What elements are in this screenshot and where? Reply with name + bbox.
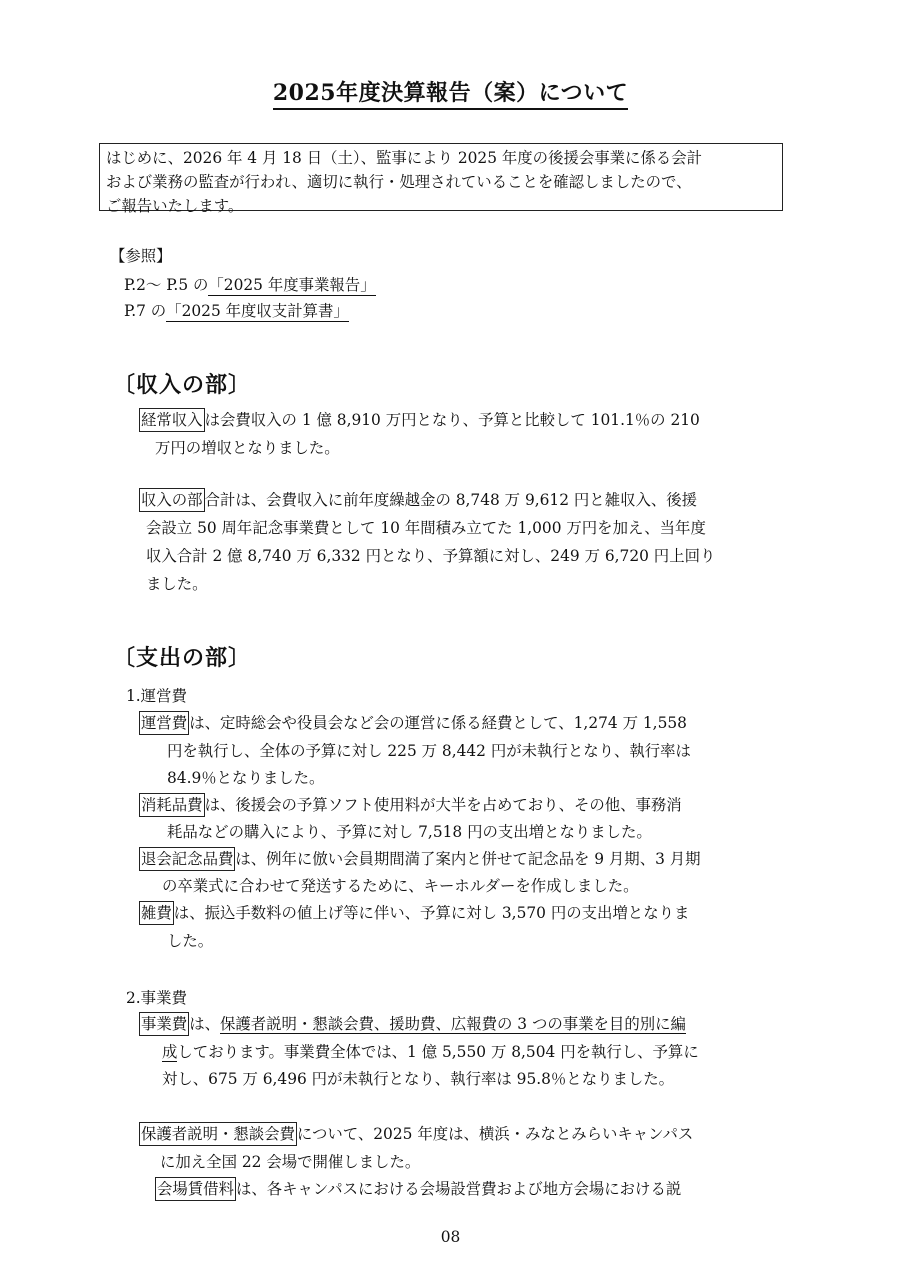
- income-p1-line: 万円の増収となりました。: [155, 439, 340, 457]
- page-title: 2025年度決算報告（案）について: [0, 76, 901, 107]
- income-p1-line: 経常収入 は会費収入の 1 億 8,910 万円となり、予算と比較して 101.1％の 210: [139, 408, 700, 432]
- reference-prefix: P.2～ P.5 の: [124, 276, 209, 294]
- zappi-line: した。: [167, 932, 214, 950]
- reference-item: [124, 299, 349, 321]
- expense-sec1-label: 1.運営費: [126, 687, 187, 705]
- reference-item: [124, 273, 376, 295]
- taikai-line: の卒業式に合わせて発送するために、キーホルダーを作成しました。: [162, 877, 639, 895]
- term-shomohin-hi: 消耗品費: [139, 793, 205, 817]
- zappi-line: 雑費 は、振込手数料の値上げ等に伴い、予算に対し 3,570 円の支出増となりま: [139, 901, 689, 925]
- income-p2-line: 会設立 50 周年記念事業費として 10 年間積み立てた 1,000 万円を加え、当年度: [146, 519, 706, 537]
- term-zappi: 雑費: [139, 901, 174, 925]
- intro-box: [99, 143, 783, 215]
- term-kaijo-chinshakuryo: 会場賃借料: [155, 1177, 236, 1201]
- shomo-line: 消耗品費 は、後援会の予算ソフト使用料が大半を占めており、その他、事務消: [139, 793, 682, 817]
- jigyo-line: 成しております。事業費全体では、1 億 5,550 万 8,504 円を執行し、予算に: [162, 1043, 699, 1061]
- jigyo-line: 事業費 は、保護者説明・懇談会費、援助費、広報費の 3 つの事業を目的別に編: [139, 1012, 686, 1036]
- unei-line: 円を執行し、全体の予算に対し 225 万 8,442 円が未執行となり、執行率は: [167, 742, 691, 760]
- intro-line: ご報告いたします。: [106, 197, 244, 215]
- intro-line: および業務の監査が行われ、適切に執行・処理されていることを確認しましたので、: [106, 173, 692, 191]
- jigyo-line: 対し、675 万 6,496 円が未執行となり、執行率は 95.8％となりました。: [162, 1070, 675, 1088]
- unei-line: 運営費 は、定時総会や役員会など会の運営に係る経費として、1,274 万 1,558: [139, 711, 687, 735]
- reference-link[interactable]: 「2025 年度収支計算書」: [166, 302, 349, 320]
- expense-heading: 〔支出の部〕: [113, 645, 252, 671]
- page-number: 08: [440, 1228, 461, 1246]
- taikai-line: 退会記念品費 は、例年に倣い会員期間満了案内と併せて記念品を 9 月期、3 月期: [139, 847, 701, 871]
- term-unei-hi: 運営費: [139, 711, 189, 735]
- income-p2-line: ました。: [146, 575, 208, 593]
- intro-line: はじめに、2026 年 4 月 18 日（土）、監事により 2025 年度の後援会事業に係る会計: [106, 149, 702, 167]
- income-p2-line: 収入合計 2 億 8,740 万 6,332 円となり、予算額に対し、249 万 6,720 円上回り: [146, 547, 716, 565]
- term-taikai-kinenhin-hi: 退会記念品費: [139, 847, 235, 871]
- reference-link[interactable]: 「2025 年度事業報告」: [208, 276, 376, 294]
- unei-line: 84.9％となりました。: [167, 769, 325, 787]
- shomo-line: 耗品などの購入により、予算に対し 7,518 円の支出増となりました。: [167, 823, 652, 841]
- hogosha-line: 保護者説明・懇談会費 について、2025 年度は、横浜・みなとみらいキャンパス: [139, 1122, 693, 1146]
- reference-label: 【参照】: [110, 247, 172, 265]
- income-p2-line: 収入の部 合計は、会費収入に前年度繰越金の 8,748 万 9,612 円と雑収入、後援: [139, 488, 697, 512]
- kaijo-line: 会場賃借料 は、各キャンパスにおける会場設営費および地方会場における説: [155, 1177, 681, 1201]
- expense-sec2-label: 2.事業費: [126, 989, 187, 1007]
- income-heading: 〔収入の部〕: [113, 372, 252, 398]
- term-shunyu-no-bu: 収入の部: [139, 488, 205, 512]
- term-jigyo-hi: 事業費: [139, 1012, 189, 1036]
- reference-prefix: P.7 の: [124, 302, 167, 320]
- term-keijo-shunyu: 経常収入: [139, 408, 205, 432]
- hogosha-line: に加え全国 22 会場で開催しました。: [160, 1153, 421, 1171]
- term-hogosha-setsumei-kondankai-hi: 保護者説明・懇談会費: [139, 1122, 297, 1146]
